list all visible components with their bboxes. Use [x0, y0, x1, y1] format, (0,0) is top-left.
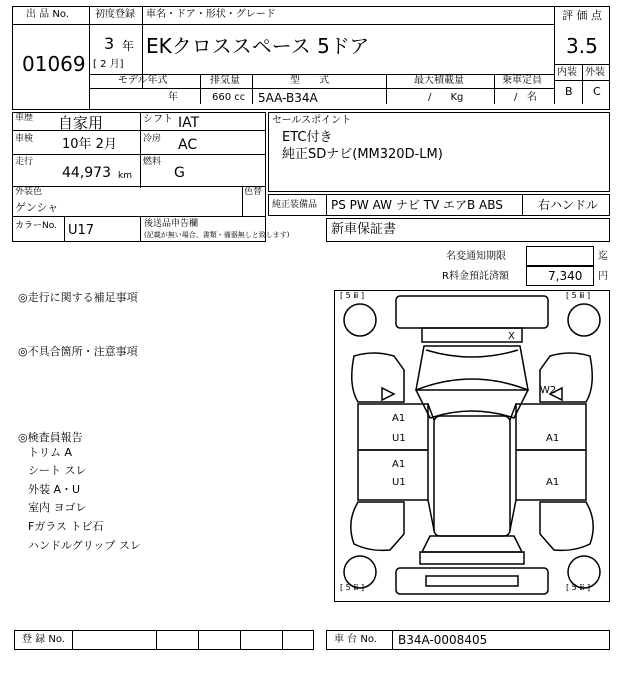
car-diagram [334, 290, 610, 602]
recolor-label: 色替 [244, 187, 263, 197]
inspector-line-1: トリム A [28, 446, 73, 459]
exterior-grade: C [593, 85, 601, 98]
windshield [416, 379, 528, 418]
exterior-grade-label: 外装 [585, 67, 605, 78]
name-change-unit: 迄 [598, 251, 608, 262]
recycle-label: R料金預託済額 [442, 271, 509, 282]
tire-label-top-right: [ 5 ⅲ ] [566, 291, 591, 300]
door-rear-left [358, 450, 428, 500]
front-bumper [396, 296, 548, 328]
equipment-items: PS PW AW ナビ TV エアB ABS [331, 198, 503, 212]
damage-mark-rear-right-door: A1 [546, 477, 560, 488]
damage-mark-front-right-door: A1 [546, 433, 560, 444]
damage-mark-right-fender: W2 [540, 385, 557, 396]
history-label: 車歴 [15, 113, 34, 123]
displacement-value: 660 cc [212, 92, 246, 103]
warranty-value: 新車保証書 [331, 222, 397, 237]
tire-front-left [344, 304, 376, 336]
inspector-report-label: ◎検査員報告 [18, 431, 83, 444]
model-year-unit: 年 [168, 92, 178, 103]
aftermarket-note: (記載が無い場合、書類・備器無しと致します) [144, 231, 290, 239]
interior-grade: B [565, 85, 573, 98]
color-label: 外装色 [15, 187, 43, 197]
reg-no-label: 登 録 No. [22, 634, 65, 645]
sales-point-line-2: 純正SDナビ(MM320D-LM) [282, 147, 443, 162]
mileage-unit: km [118, 171, 132, 181]
grade-score: 3.5 [566, 34, 598, 58]
lot-label: 出 品 No. [26, 9, 69, 20]
reg-month: [ 2 月] [93, 59, 124, 70]
name-change-label: 名変通知期限 [446, 251, 506, 262]
door-rear-right [516, 450, 586, 500]
tire-label-bottom-left: [ 5 ⅲ ] [340, 583, 365, 592]
damage-mark-front-left-door-2: U1 [392, 433, 406, 444]
fuel-value: G [174, 165, 185, 181]
tire-label-top-left: [ 5 ⅲ ] [340, 291, 365, 300]
inspector-line-2: シート スレ [28, 464, 87, 477]
sales-point-label: セールスポイント [272, 115, 352, 126]
rear-left-fender [351, 502, 404, 550]
name-change-box [526, 246, 594, 266]
rear-gate [420, 552, 524, 564]
interior-grade-label: 内装 [557, 67, 577, 78]
color-no-label: カラーNo. [15, 221, 57, 231]
damage-mark-rear-left-door-1: A1 [392, 459, 406, 470]
damage-mark-rear-left-door-2: U1 [392, 477, 406, 488]
grade-label: 評 価 点 [562, 9, 602, 22]
inspection-label: 車検 [15, 134, 34, 144]
inspector-line-6: ハンドルグリップ スレ [28, 539, 141, 552]
chassis-label: 車 台 No. [334, 634, 377, 645]
equipment-label: 純正装備品 [272, 200, 318, 210]
shift-label: シフト [143, 114, 173, 125]
mileage-value: 44,973 [62, 165, 111, 181]
model-year-label: モデル年式 [118, 75, 168, 86]
front-left-fender [352, 353, 404, 402]
ac-value: AC [178, 137, 198, 153]
defect-notes-label: ◎不具合箇所・注意事項 [18, 345, 138, 358]
recycle-value: 7,340 [548, 269, 583, 283]
aftermarket-label: 後送品申告欄 [144, 219, 199, 229]
history-value: 自家用 [58, 114, 104, 132]
inspection-value: 10年 2月 [62, 137, 117, 152]
damage-mark-grille: X [508, 331, 515, 342]
recycle-unit: 円 [598, 271, 608, 282]
ac-label: 冷房 [143, 134, 162, 144]
rear-window [422, 536, 522, 552]
chassis-number: B34A-0008405 [398, 633, 488, 647]
tire-front-right [568, 304, 600, 336]
lot-number: 01069 [22, 52, 86, 76]
steering-side: 右ハンドル [538, 198, 599, 212]
fuel-label: 燃料 [143, 157, 162, 167]
type-label: 型 式 [290, 75, 330, 86]
color-no-value: U17 [68, 223, 95, 238]
capacity-label: 乗車定員 [502, 75, 542, 86]
inspector-line-4: 室内 ヨゴレ [28, 501, 87, 514]
car-model-label: 車名・ドア・形状・グレード [146, 9, 276, 20]
car-name: EKクロススペース 5ドア [146, 34, 370, 58]
displacement-label: 排気量 [210, 75, 240, 86]
reg-year-unit: 年 [122, 39, 135, 53]
roof [434, 416, 510, 536]
rear-right-fender [540, 502, 593, 550]
capacity-value: / 名 [514, 92, 537, 103]
shift-value: IAT [178, 115, 200, 131]
inspector-line-3: 外装 A・U [28, 483, 81, 496]
reg-label: 初度登録 [95, 9, 135, 20]
tire-label-bottom-right: [ 5 ⅲ ] [566, 583, 591, 592]
reg-year: 3 [104, 34, 115, 53]
max-load-value: / Kg [428, 92, 464, 103]
damage-mark-front-left-door-1: A1 [392, 413, 406, 424]
front-grille [422, 328, 522, 342]
color-value: ゲンシャ [15, 201, 59, 214]
mileage-label: 走行 [15, 157, 34, 167]
rear-bumper [396, 568, 548, 594]
inspector-line-5: Fガラス トビ石 [28, 520, 104, 533]
max-load-label: 最大積載量 [414, 75, 464, 86]
type-value: 5AA-B34A [258, 91, 318, 105]
driving-notes-label: ◎走行に関する補足事項 [18, 291, 138, 304]
sales-point-line-1: ETC付き [282, 130, 333, 145]
